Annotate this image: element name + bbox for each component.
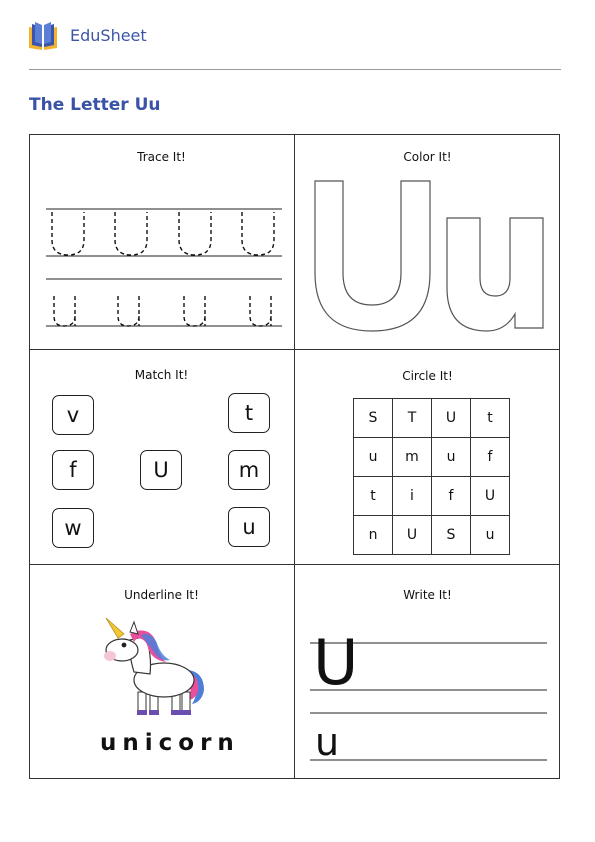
trace-letters-area[interactable] [44,200,284,332]
grid-row-divider [29,564,560,565]
circle-letter-cell[interactable]: t [354,477,393,516]
circle-letter-cell[interactable]: n [354,516,393,555]
trace-section-title: Trace It! [137,150,186,164]
circle-letter-cell[interactable]: u [432,438,471,477]
match-letter-box[interactable]: m [228,450,270,490]
circle-letter-cell[interactable]: i [393,477,432,516]
circle-letter-cell[interactable]: f [432,477,471,516]
page-title: The Letter Uu [29,95,161,115]
match-target-letter-box[interactable]: U [140,450,182,490]
grid-row-divider [29,349,560,350]
circle-letter-cell[interactable]: f [471,438,510,477]
underline-word: unicorn [100,730,240,756]
write-section-title: Write It! [403,588,452,602]
circle-letter-cell[interactable]: u [471,516,510,555]
circle-letter-cell[interactable]: T [393,399,432,438]
grid-column-divider [294,134,295,779]
write-example-lowercase: u [315,720,340,764]
circle-letter-cell[interactable]: u [354,438,393,477]
circle-section-title: Circle It! [402,369,453,383]
match-letter-box[interactable]: u [228,507,270,547]
match-letter-box[interactable]: t [228,393,270,433]
match-letter-box[interactable]: f [52,450,94,490]
circle-letter-cell[interactable]: U [432,399,471,438]
underline-section-title: Underline It! [124,588,199,602]
circle-letter-cell[interactable]: U [393,516,432,555]
circle-letter-cell[interactable]: m [393,438,432,477]
circle-letter-grid [353,398,510,555]
color-section-title: Color It! [403,150,452,164]
circle-letter-cell[interactable]: S [354,399,393,438]
match-letter-box[interactable]: w [52,508,94,548]
color-letter-outlines[interactable] [312,178,548,334]
brand-name: EduSheet [70,26,147,45]
circle-letter-cell[interactable]: U [471,477,510,516]
match-letter-box[interactable]: v [52,395,94,435]
circle-letter-cell[interactable]: S [432,516,471,555]
write-example-uppercase: U [313,626,359,699]
match-section-title: Match It! [134,368,189,382]
circle-letter-cell[interactable]: t [471,399,510,438]
open-book-logo-icon [27,21,59,51]
unicorn-illustration [100,612,212,718]
header-divider [29,69,561,70]
